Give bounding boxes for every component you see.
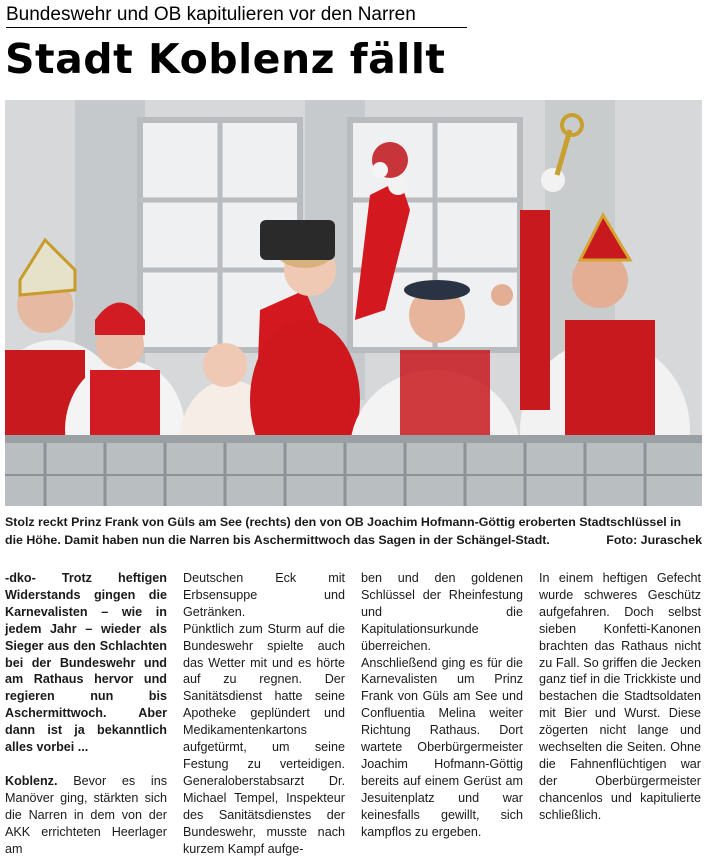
article-photo [5, 100, 702, 506]
body-text: Bevor es ins Manöver ging, stärkten sich die Narren in dem von der AKK errichteten Heerlager am [5, 773, 168, 856]
column-4 [539, 570, 701, 824]
body-paragraph: Anschließend ging es für die Karnevalisten um Prinz Frank von Güls am See und Confluentia Melina weiter Richtung Rathaus. Dort wartete Oberbürgermeister Joachim Hofmann-Göttig bereits auf einem Gerüst am Jesuitenplatz und war keinesfalls gewillt, sich kampflos zu ergeben. [361, 655, 523, 839]
caption-text: Stolz reckt Prinz Frank von Güls am See (rechts) den von OB Joachim Hofmann-Göttig eroberten Stadtschlüssel in die Höhe. Damit haben nun die Narren bis Aschermittwoch das Sagen in der Schängel-Stadt. [5, 515, 682, 547]
column-3 [361, 570, 523, 841]
photo-caption [5, 514, 702, 549]
lead-paragraph: -dko- Trotz heftigen Widerstands gingen die Karnevalisten – wie in jedem Jahr – wieder als Sieger aus den Schlachten bei der Bundeswehr und am Rathaus hervor und regieren nun bis Aschermittwoch. Aber dann ist ja bekanntlich alles vorbei ... [5, 571, 167, 755]
kicker: Bundeswehr und OB kapitulieren vor den Narren [6, 4, 416, 25]
body-paragraph: Pünktlich zum Sturm auf die Bundeswehr spielte auch das Wetter mit und es hörte auf zu regnen. Der Sanitätsdienst hatte seine Apotheke geplündert und Medikamentenkartons aufgetürmt, um seine Festung zu verteidigen. Generaloberstabsarzt Dr. Michael Tempel, Inspekteur des Sanitätsdienstes der Bundeswehr, musste nach kurzem Kampf aufge- [183, 621, 345, 856]
headline: Stadt Koblenz fällt [5, 35, 446, 83]
dateline: Koblenz. [5, 773, 58, 788]
body-paragraph: Deutschen Eck mit Erbsensuppe und Getränken. [183, 571, 345, 619]
article-body [5, 570, 702, 856]
body-paragraph [5, 773, 167, 858]
body-paragraph: ben und den goldenen Schlüssel der Rheinfestung und die Kapitulationsurkunde überreichen. [361, 571, 523, 653]
body-paragraph: In einem heftigen Gefecht wurde schweres Geschütz aufgefahren. Doch selbst sieben Konfetti-Kanonen brachten das Rathaus nicht zu Fall. So griffen die Jecken ganz tief in die Trickkiste und bestachen die Stadtsoldaten mit Bier und Wurst. Diese zögerten nicht lange und wechselten die Seiten. Ohne die Fahnenflüchtigen war der Oberbürgermeister chancenlos und kapitulierte schließlich. [539, 571, 701, 822]
kicker-underline [6, 27, 467, 28]
column-2 [183, 570, 345, 857]
photo-credit: Foto: Juraschek [606, 532, 702, 547]
column-1 [5, 570, 167, 858]
